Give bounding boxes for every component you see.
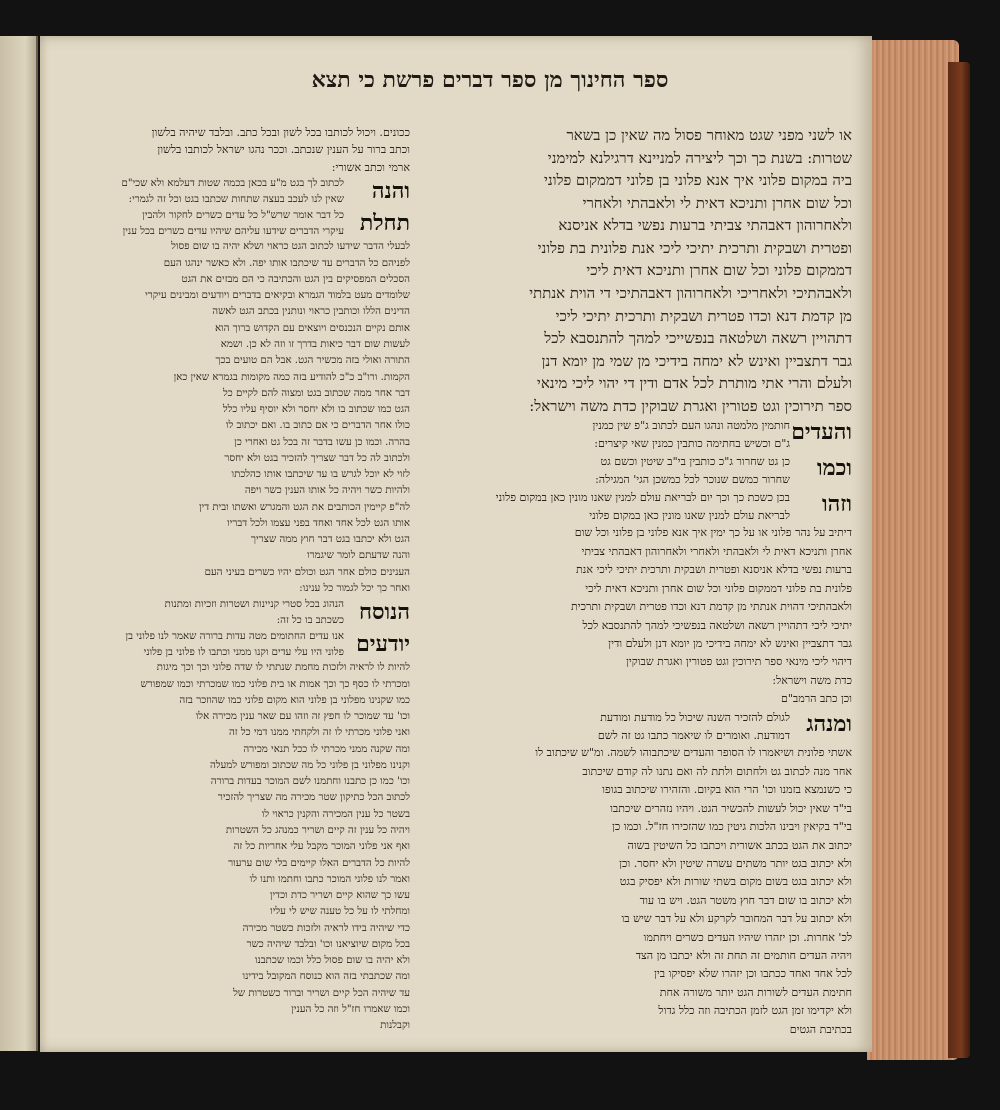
text-line: הדינים הללו וכותבין כראוי ונותנין בכתב הגט לאשה bbox=[212, 306, 410, 318]
text-line: אחרן ותניכא דאית לי ולאבהתי ולאחרי ולאחרוהון דאבהתי צביתי bbox=[581, 544, 852, 558]
text-line: בשטר כל ענין המכירה והקנין כראוי לו bbox=[261, 808, 410, 820]
text-line: ולא יכתוב בגט בשום מקום בשתי שורות ולא יפסיק בגט bbox=[619, 875, 852, 889]
text-line: שלומדים מעט בלמוד הגמרא ובקיאים בדברים ויודעים ומבינים עיקרי bbox=[145, 290, 410, 302]
section-entry bbox=[430, 489, 852, 525]
section-heading-word: וכמו bbox=[816, 455, 852, 482]
text-line: אותו הגט לכל אחד ואחד בפני עצמו ולכל דבריו bbox=[227, 517, 410, 529]
section-entry-text bbox=[56, 629, 344, 661]
text-line: כולו אחר הדברים כי אם כתוב בו. ואם יכתוב לו bbox=[225, 420, 410, 432]
text-line: דיהוי ליכי מינאי ספר תירוכין וגט פטורין ואגרת שבוקין bbox=[626, 655, 852, 669]
commentary-block bbox=[430, 524, 852, 708]
text-line: וכל שום אחרן ותניכא דאית לי ולאבהתי ולאחרי bbox=[582, 193, 852, 212]
text-line: כן גט שחרור ג"כ כותבין בי"ב שיטין וכשם גט bbox=[600, 455, 790, 469]
text-line: בכן כשכת כך וכך יום לבריאת עולם למנין שאנו מונין כאן במקום פלוני bbox=[495, 490, 790, 504]
section-heading-word: ומנהג bbox=[806, 710, 852, 737]
text-line: כל דבר אומר שרש"ל כל עדים כשרים לחקור ולהבין bbox=[142, 209, 344, 221]
left-column bbox=[56, 124, 410, 1034]
text-line: בכתיבת הגטים bbox=[789, 1022, 852, 1036]
page-edges bbox=[867, 40, 959, 1060]
text-line: ככונים. ויכול לכותבו בכל לשון ובכל כתב. ובלבד שיהיה בלשון bbox=[151, 126, 410, 139]
text-line: וכו' עד שמוכר לו חפץ זה וזהו עם שאר ענין מכירה אלו bbox=[195, 711, 410, 723]
section-entry bbox=[430, 709, 852, 745]
text-line: מן קדמת דנא וכדו פטרית ושבקית ותרכית יתיכי ליכי bbox=[555, 306, 852, 325]
text-line: דממקום פלוני וכל שום אחרן ותניכא דאית ליכי bbox=[586, 261, 852, 280]
text-line: ולא יהיה בו שום פסול כלל וכמו שכתבנו bbox=[254, 955, 410, 967]
text-line: ואמר לנו פלוני המוכר כתבו וחתמו ותנו לו bbox=[249, 873, 410, 885]
text-line: ולא יכתוב בו שום דבר חוץ משטר הגט. ויש בו עוד bbox=[639, 893, 852, 907]
text-line: הגט כמו שכתוב בו ולא יחסר ולא יוסיף עליו כלל bbox=[222, 404, 410, 416]
text-line: הגט ולא יכתבו בגט דבר חוץ ממה שצריך bbox=[250, 534, 410, 546]
text-line: ומה שקנה ממני מכרתי לו ככל תנאי מכירה bbox=[243, 743, 410, 755]
text-line: ומחלתי לו על כל טענה שיש לי עליו bbox=[270, 906, 410, 918]
text-line: בהרה. וכמו כן עשו בדבר זה בכל גט ואחרי כן bbox=[234, 436, 410, 448]
section-entry bbox=[56, 597, 410, 629]
text-line: הנהוג בכל סטרי קניינות ושטרות וזכיות ומתנות bbox=[164, 599, 344, 611]
text-line: אנו עדים החתומים מטה עדות ברורה שאמר לנו פלוני בן bbox=[125, 630, 344, 642]
section-entry-text bbox=[56, 597, 344, 629]
text-line: או לשני מפני שגט מאוחר פסול מה שאין כן בשאר bbox=[566, 126, 852, 144]
text-line: ולא יקדימו זמן הגט לזמן הכתיבה וזה כלל גדול bbox=[658, 1004, 852, 1018]
text-line: דתהויין רשאה ושלטאה בנפשייכי למהך להתנסבא לכל bbox=[544, 329, 852, 348]
text-line: וכן כתב הרמב"ם bbox=[780, 692, 852, 706]
text-line: כדי שיהיה בידו לראיה ולזכות כשטר מכירה bbox=[242, 922, 410, 934]
text-line: להיות כל הדברים האלו קיימים בלי שום ערעור bbox=[228, 857, 410, 869]
text-line: וקנינו מפלוני בן פלוני כל מה שכתוב ומפורש למעלה bbox=[209, 759, 410, 771]
text-line: ולכתוב לה כל דבר שצריך להזכיר בגט ולא יחסר bbox=[224, 452, 410, 464]
text-line: הקמות. ורו"ב כ"כ להודיע בזה כמה מקומות בגמרא שאין כאן bbox=[173, 371, 410, 383]
text-line: לה"פ קיימין הכותבים את הגט והמגרש ואשתו ובית דין bbox=[198, 501, 410, 513]
text-line: והנה שדעתם לומר שיגמרו bbox=[307, 550, 410, 562]
text-line: ולאחרוהון דאבהתי צביתי ברעות נפשי בדלא אניסנא bbox=[558, 216, 852, 235]
section-entry-text bbox=[56, 176, 344, 208]
text-line: עד שיהיה הכל קיים ושריר וברור כשטרות של bbox=[233, 987, 410, 999]
text-line: אשתי פלונית ושיאמרו לו הסופר והעדים שיכתבוהו לשמה. ומ"ש שיכתוב לו bbox=[535, 746, 852, 760]
book-cover bbox=[948, 62, 970, 1058]
text-line: לכתוב לך בגט מ"ע בכאן בכמה שטות דעלמא ולא שכי"ם bbox=[121, 178, 344, 190]
text-line: כדת משה וישראל: bbox=[772, 673, 852, 687]
text-line: ולאבהתיכי ולאחריכי ולאחרוהון דאבהתיכי די הוית אנתתי bbox=[529, 283, 852, 302]
text-line: לזוי לא יוכל לגרש בו עד שיכתבו אותו כהלכתו bbox=[231, 469, 410, 481]
text-line: ולאבהתיכי דהוית אנתתי מן קדמת דנא וכדו פטרית ושבקית ותרכית bbox=[571, 600, 852, 614]
section-heading-word: תחלת bbox=[359, 209, 410, 236]
text-line: לפניהם כל הדברים עד שיכתבו אותו יפה. ולא כאשר ינהגו העם bbox=[163, 257, 410, 269]
text-line: ולעלם והרי אתי מותרת לכל אדם ודין די יהוי ליכי מינאי bbox=[536, 374, 852, 393]
text-line: דבר אחר ממה שכתוב בגט ומצוה להם לקיים כל bbox=[223, 387, 410, 399]
section-heading-word: והנה bbox=[371, 178, 410, 205]
text-line: כמו שקנינו מפלוני בן פלוני הוא מקום פלוני כמו שהוזכר בזה bbox=[179, 694, 410, 706]
text-line: ספר תירוכין וגט פטורין ואגרת שבוקין כדת משה וישראל: bbox=[529, 396, 852, 415]
right-column bbox=[430, 124, 852, 1039]
text-line: בכל מקום שיוציאנו וכו' ובלבד שיהיה כשר bbox=[246, 938, 410, 950]
section-entry bbox=[430, 453, 852, 489]
section-entry bbox=[56, 208, 410, 240]
text-line: פלונית בת פלוני דממקום פלוני וכל שום אחרן ותניכא דאית ליכי bbox=[585, 581, 852, 595]
text-line: ולהיות כשר ויהיה כל אותו הענין כשר ויפה bbox=[244, 485, 410, 497]
text-line: ואף אני פלוני המוכר מקבל עלי אחריות כל זה bbox=[233, 841, 410, 853]
section-entry bbox=[56, 629, 410, 661]
text-line: לגולם להזכיר השנה שיכול כל מודעת ומודעת bbox=[600, 710, 790, 724]
text-line: ברעות נפשי בדלא אניסנא ופטרית ושבקית ותרכית יתיכי ליכי אנת bbox=[576, 563, 852, 577]
text-line: ויהיה כל ענין זה קיים ושריר כמנהג כל השטרות bbox=[225, 824, 410, 836]
text-line: חותמין מלמטה ונהגו העם לכתוב ג"פ שין כמנין bbox=[592, 419, 790, 433]
text-line: הענינים כולם אחר הגט וכולם יהיו כשרים בעיני העם bbox=[204, 566, 410, 578]
text-line: הסכלים המפסיקים בין הגט והכתיבה כי הם מבזים את הגט bbox=[181, 273, 410, 285]
text-line: ולא יכתוב על דבר המחובר לקרקע ולא על דבר שיש בו bbox=[621, 912, 852, 926]
running-head: ספר החינוך מן ספר דברים פרשת כי תצא bbox=[311, 67, 669, 93]
text-line: גבר דתצביין ואינש לא ימחה בידיכי מן יומא דנן ולעלם ודין bbox=[608, 637, 852, 650]
text-line: לבריאת עולם למנין שאנו מונין כאן במקום פלוני bbox=[589, 508, 790, 522]
text-line: ויהיה העדים חותמים זה תחת זה ולא יכתבו מן הצד bbox=[635, 949, 852, 963]
text-line: לכתוב הכל כתיקון שטר מכירה מה שצריך להזכיר bbox=[217, 792, 410, 804]
text-line: וקבלנות bbox=[380, 1020, 410, 1032]
text-line: ואחר כך יכל לגמור כל ענינו: bbox=[299, 583, 410, 594]
text-line: שאין לנו לעכב בעצה שתחות שכתבו בגט וכל זה לגמרי: bbox=[128, 194, 344, 206]
section-entry-text bbox=[56, 208, 344, 240]
text-line: ולא יכתוב בגט יותר משתים עשרה שיטין ולא יחסר. וכן bbox=[619, 856, 852, 870]
text-line: בי"ד בקיאין ויבינו הלכות גיטין כמו שהזכירו חז"ל. וכמו כן bbox=[612, 820, 852, 834]
text-line: ביה במקום פלוני איך אנא פלוני בן פלוני דממקום פלוני bbox=[543, 171, 852, 190]
section-entry-text bbox=[430, 453, 790, 489]
text-line: וכו' כמו כן כתבנו וחתמנו לשם המוכר בעדות ברורה bbox=[210, 776, 410, 788]
text-line: וכמו שאמרו חז"ל וזה כל הענין bbox=[291, 1003, 410, 1015]
text-line: ואני פלוני מכרתי לו זה ולקחתי ממנו דמי כל זה bbox=[228, 727, 410, 739]
text-line: חתימת העדים לשורות הגט יותר משורה אחת bbox=[659, 985, 852, 999]
section-heading-word: והעדים bbox=[791, 419, 852, 446]
text-line: וכתב ברור על הענין שנכתב. וככר נהגו ישראל לכותבו בלשון bbox=[157, 143, 410, 157]
text-line: אחר מנה לכתוב גט ולחתום ולתת לה ואם נתנו לה קודם שיכתוב bbox=[582, 764, 852, 778]
text-line: כי כשנמצא בזמנו וכו' הרי הוא בקיום. והזהירו שיכתוב בגופו bbox=[602, 783, 852, 797]
commentary-block bbox=[56, 660, 410, 1034]
text-line: לכל אחד ואחד ככתבו וכן יזהרו שלא יפסיקו בין bbox=[654, 967, 852, 981]
text-line: ארמי וכתב אשורי: bbox=[331, 160, 410, 174]
text-line: דיתיב על נהר פלוני או על כך ימין איך אנא פלוני בן פלוני וכל שום bbox=[574, 526, 852, 540]
commentary-block bbox=[430, 744, 852, 1039]
text-line: ופטרית ושבקית ותרכית יתיכי ליכי אנת פלונית בת פלוני bbox=[537, 238, 852, 257]
text-line: דמודעת. ואומרים לו שיאמר כתבו גט זה לשם bbox=[597, 728, 790, 742]
text-line: גבר דתצביין ואינש לא ימחה בידיכי מן שמי מן יומא דנן bbox=[541, 351, 852, 370]
section-entry bbox=[430, 417, 852, 453]
section-entry-text bbox=[430, 489, 790, 525]
section-heading-word: וזהו bbox=[821, 490, 852, 517]
text-line: לבעלי הדבר שידעו לכתוב הגט כראוי ושלא יהיה בו שום פסול bbox=[171, 241, 410, 253]
text-line: שטרות: בשנת כך וכך ליצירה למניינא דרגילנא למימני bbox=[547, 148, 852, 167]
text-line: פלוני היו עלי עדים וקנו ממני וכתבו לו פלוני בן פלוני bbox=[143, 646, 344, 658]
text-line: כשכתב בו כל זה: bbox=[276, 615, 344, 627]
section-entry-text bbox=[430, 417, 790, 453]
text-line: התורה ואולי בזה מכשיר הגט. אבל הם טועים בכך bbox=[215, 355, 410, 367]
section-heading-word: יודעים bbox=[356, 630, 410, 657]
text-line: ומה שכתבתי בזה הוא כנוסח המקובל בידינו bbox=[242, 971, 410, 983]
text-line: שחרור כמשם שנוכר לכל כמשכן הגי' המגילה: bbox=[595, 472, 790, 486]
section-entry bbox=[56, 176, 410, 208]
facing-page-edge bbox=[0, 36, 38, 1051]
section-entry-text bbox=[430, 709, 790, 745]
text-line: יתיכי ליכי דתהויין רשאה ושלטאה בנפשיכי למהך להתנסבא לכל bbox=[582, 618, 852, 632]
text-line: להיות לו לראיה ולזכות מחמת שנתתי לו שדה פלוני וכך וכך מיגות bbox=[156, 662, 410, 674]
text-line: לכ' אחרות. וכן יזהרו שיהיו העדים כשרים ויחתמו bbox=[643, 930, 852, 944]
commentary-block bbox=[56, 239, 410, 597]
text-line: עשו כך שהוא קיים ושריר כדת וכדין bbox=[269, 890, 410, 902]
text-line: בי"ד שאין יכול לעשות להכשיר הגט. ויהיו נזהרים שיכתבו bbox=[610, 801, 852, 815]
section-heading-word: הנוסח bbox=[359, 599, 410, 626]
text-line: אותם נקיים הנכנסים ויוצאים עם הקדוש ברוך הוא bbox=[214, 322, 410, 334]
text-line: לעשות שום דבר כיאות בדרך זו וזה לא כן. ושמא bbox=[220, 339, 410, 351]
text-line: עיקרי הדברים שידעו עליהם שיהיו עדים כשרים בכל ענין bbox=[122, 225, 344, 237]
text-line: ג"ם וכשיש בחתימה כותבין כמנין שאי קיצרים: bbox=[594, 437, 790, 451]
text-line: ומכרתי לו כסף כך וכך אמות או בית פלוני כמו שמכרתי וכמו שמפורש bbox=[140, 678, 410, 690]
text-line: יכתוב את הגט בכתב אשורית ויכתבו כל השיטין בשוה bbox=[627, 838, 852, 852]
